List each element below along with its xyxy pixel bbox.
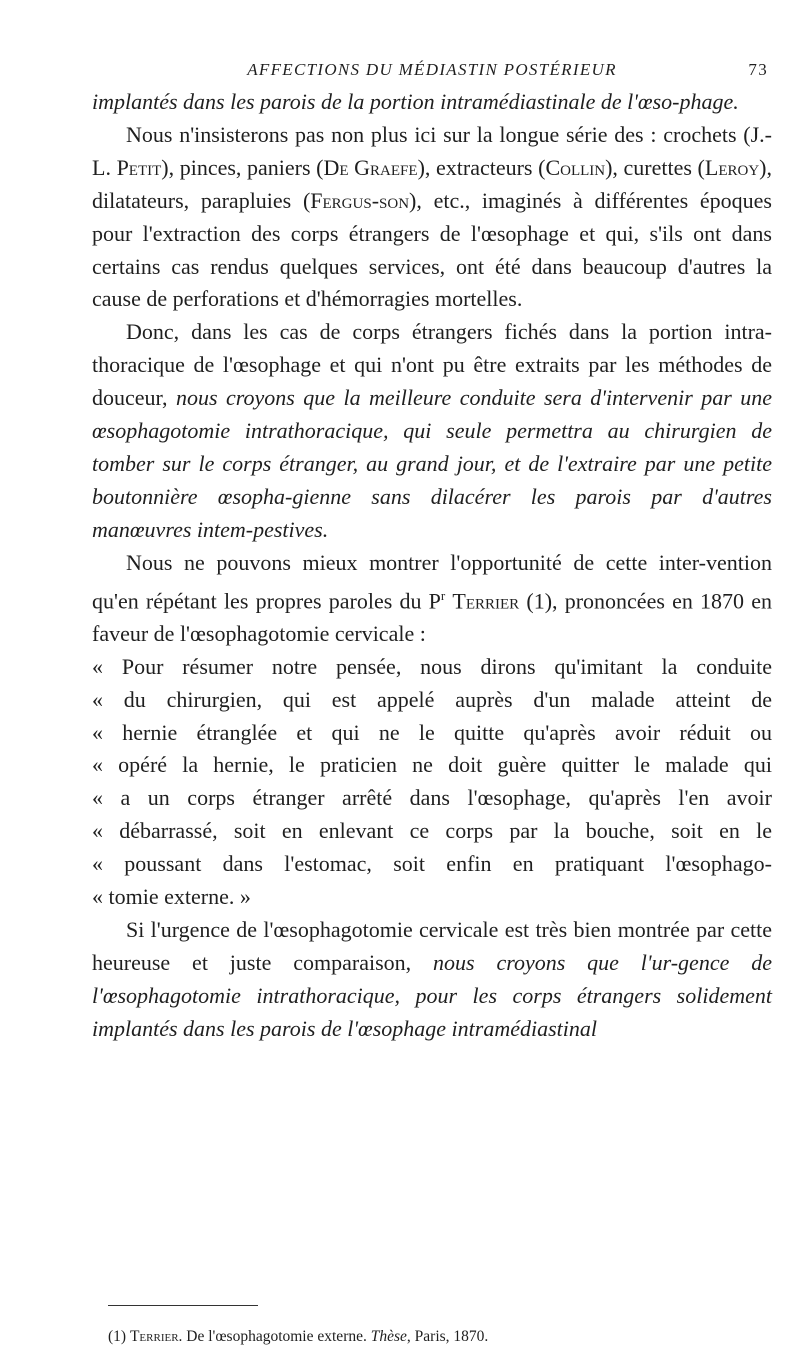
paragraph-conclusion [92, 914, 772, 1046]
text-run: Nous n'insisterons pas non plus ici sur la longue série des : crochets (J.-L. [92, 121, 772, 180]
text-run: ), curettes ( [605, 154, 705, 180]
footnote-author: Terrier [129, 1328, 179, 1345]
author-name: Collin [545, 154, 606, 180]
text-run: ), dilatateurs, parapluies ( [92, 154, 772, 213]
author-name: De Graefe [323, 154, 418, 180]
footnote [108, 1327, 772, 1347]
paragraph-terrier [92, 547, 772, 651]
body-text [92, 86, 772, 1046]
footnote-text: . De l'œsophagotomie externe. [178, 1328, 371, 1345]
quotation [92, 651, 772, 914]
text-run: Nous ne pouvons mieux montrer l'opportunité de cette inter-vention qu'en répétant les propres paroles du P [92, 549, 772, 613]
quote-line: « tomie externe. » [92, 884, 251, 910]
author-name: Petit [116, 154, 162, 180]
italic-text: implantés dans les parois de la portion intramédiastinale de l'œso-phage. [92, 89, 739, 114]
footnote-rule [108, 1305, 258, 1306]
quote-line: « poussant dans l'estomac, soit enfin en pratiquant l'œsophago- [92, 851, 772, 877]
italic-text: nous croyons que la meilleure conduite sera d'intervenir par une œsophagotomie intrathoracique, qui seule permettra au chirurgien de tomber sur le corps étranger, au grand jour, et de l'extraire par une petite boutonnière œsopha-gienne sans dilacérer les parois par d'autres manœuvres intem-pestives. [92, 385, 772, 542]
paragraph-recommendation [92, 316, 772, 546]
footnote-title: Thèse [370, 1328, 407, 1345]
superscript: r [440, 587, 446, 603]
text-run: Donc, dans les cas de corps étrangers fichés dans la portion intra-thoracique de l'œsophage et qui n'ont pu être extraits par les méthodes de douceur, [92, 319, 772, 411]
footnote-text: , Paris, 1870. [406, 1328, 489, 1345]
text-run: ), etc., imaginés à différentes époques pour l'extraction des corps étrangers de l'œsophage et qui, s'ils ont dans certains cas rendus quelques services, ont été dans beaucoup d'autres la cause de perforations et d'hémorragies mortelles. [92, 187, 772, 312]
italic-text: nous croyons que l'ur-gence de l'œsophagotomie intrathoracique, pour les corps étrangers solidement implantés dans les parois de l'œsophage intramédiastinal [92, 949, 772, 1041]
text-run: ), extracteurs ( [417, 154, 546, 180]
text-run: Si l'urgence de l'œsophagotomie cervicale est très bien montrée par cette heureuse et juste comparaison, [92, 916, 772, 975]
text-run: (1), prononcées en 1870 en faveur de l'œsophagotomie cervicale : [92, 587, 772, 646]
paragraph-instruments [92, 119, 772, 316]
running-title: AFFECTIONS DU MÉDIASTIN POSTÉRIEUR [247, 60, 617, 79]
quote-line: « hernie étranglée et qui ne le quitte qu'après avoir réduit ou [92, 719, 772, 745]
quote-line: « Pour résumer notre pensée, nous dirons qu'imitant la conduite [92, 653, 772, 679]
author-name: Leroy [704, 154, 760, 180]
running-head [92, 60, 772, 80]
paragraph-continuation [92, 86, 772, 119]
quote-line: « a un corps étranger arrêté dans l'œsophage, qu'après l'en avoir [92, 785, 772, 811]
author-name: Terrier [452, 587, 520, 613]
quote-line: « opéré la hernie, le praticien ne doit guère quitter le malade qui [92, 752, 772, 778]
quote-line: « débarrassé, soit en enlevant ce corps par la bouche, soit en le [92, 818, 772, 844]
quote-line: « du chirurgien, qui est appelé auprès d'un malade atteint de [92, 686, 772, 712]
footnote-marker: (1) [108, 1328, 130, 1345]
author-name: Fergus-son [310, 187, 410, 213]
text-run: ), pinces, paniers ( [161, 154, 324, 180]
page-number: 73 [748, 60, 768, 79]
